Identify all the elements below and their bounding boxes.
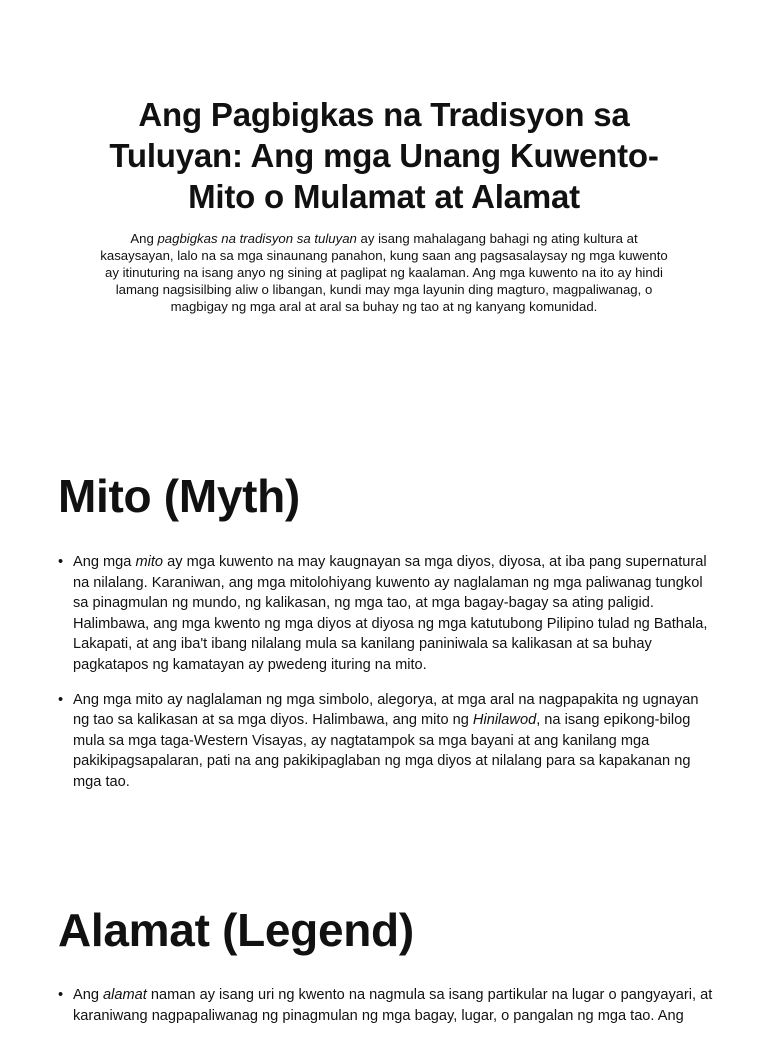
bullet-dot-icon: • [58,987,64,1003]
section-heading-alamat: Alamat (Legend) [58,904,414,956]
section-heading-mito: Mito (Myth) [58,470,300,522]
bullet-italic-term: mito [135,554,164,570]
bullet-italic-term: Hinilawod [472,712,537,729]
bullet-text-rest: naman ay isang uri ng kwento na nagmula sa isang partikular na lugar o pangyayari, at karaniwang nagpapaliwanag ng pinagmulan ng mga bagay, lugar, o pangalan ng mga tao. Ang [73,987,713,1024]
title-slide [0,0,768,420]
bullet-text-rest: ay mga kuwento na may kaugnayan sa mga diyos, diyosa, at iba pang supernatural na nilalang. Karaniwan, ang mga mitolohiyang kuwento ay naglalaman ng mga paliwanag tungkol sa pinagmulan ng mundo, ng kalikasan, ng mga tao, at mga bagay-bagay sa ating paligid. Halimbawa, ang mga kwento ng mga diyos at diyosa ng mga katutubong Pilipino tulad ng Bathala, Lakapati, at ang iba't ibang nilalang mula sa kanilang paniniwala sa kalikasan at sa buhay pagkatapos ng kamatayan ay pwedeng ituring na mito. [73,554,708,673]
intro-text-start: Ang [130,231,158,246]
bullet-list [58,985,718,1040]
bullet-text-start: Ang mga mito ay naglalaman ng mga simbolo, alegorya, at mga aral na nagpapakita ng ugnayan ng tao sa kalikasan at sa mga diyos. Halimbawa, ang mito ng [73,691,699,729]
bullet-text-start: Ang [73,987,104,1003]
bullet-dot-icon: • [58,691,64,708]
intro-text-rest: ay isang mahalagang bahagi ng ating kultura at kasaysayan, lalo na sa mga sinaunang panahon, kung saan ang pagsasalaysay ng mga kuwento ay itinuturing na isang anyo ng sining at paglipat ng kaalaman. Ang mga kuwento na ito ay hindi lamang nagsisilbing aliw o libangan, kundi may mga layunin ding magturo, magpaliwanag, o magbigay ng mga aral at aral sa buhay ng tao at ng kanyang komunidad. [100,231,668,314]
mito-slide [0,430,768,870]
alamat-slide [0,870,768,1024]
list-item [58,690,718,793]
bullet-list [58,552,718,807]
bullet-text-start: Ang mga [73,554,136,570]
intro-paragraph [98,230,670,315]
intro-italic-term: pagbigkas na tradisyon sa tuluyan [157,231,357,246]
list-item [58,985,718,1026]
list-item [58,552,718,676]
page-title: Ang Pagbigkas na Tradisyon sa Tuluyan: Ang mga Unang Kuwento-Mito o Mulamat at Alamat [109,96,659,215]
bullet-dot-icon: • [58,554,64,570]
bullet-text-rest: , na isang epikong-bilog mula sa mga taga-Western Visayas, ay nagtatampok sa mga bayani at ang kanilang mga pakikipagsapalaran, pati na ang pakikipaglaban ng mga diyos at nilalang para sa kapakanan ng mga tao. [73,712,691,790]
bullet-italic-term: alamat [103,987,147,1003]
